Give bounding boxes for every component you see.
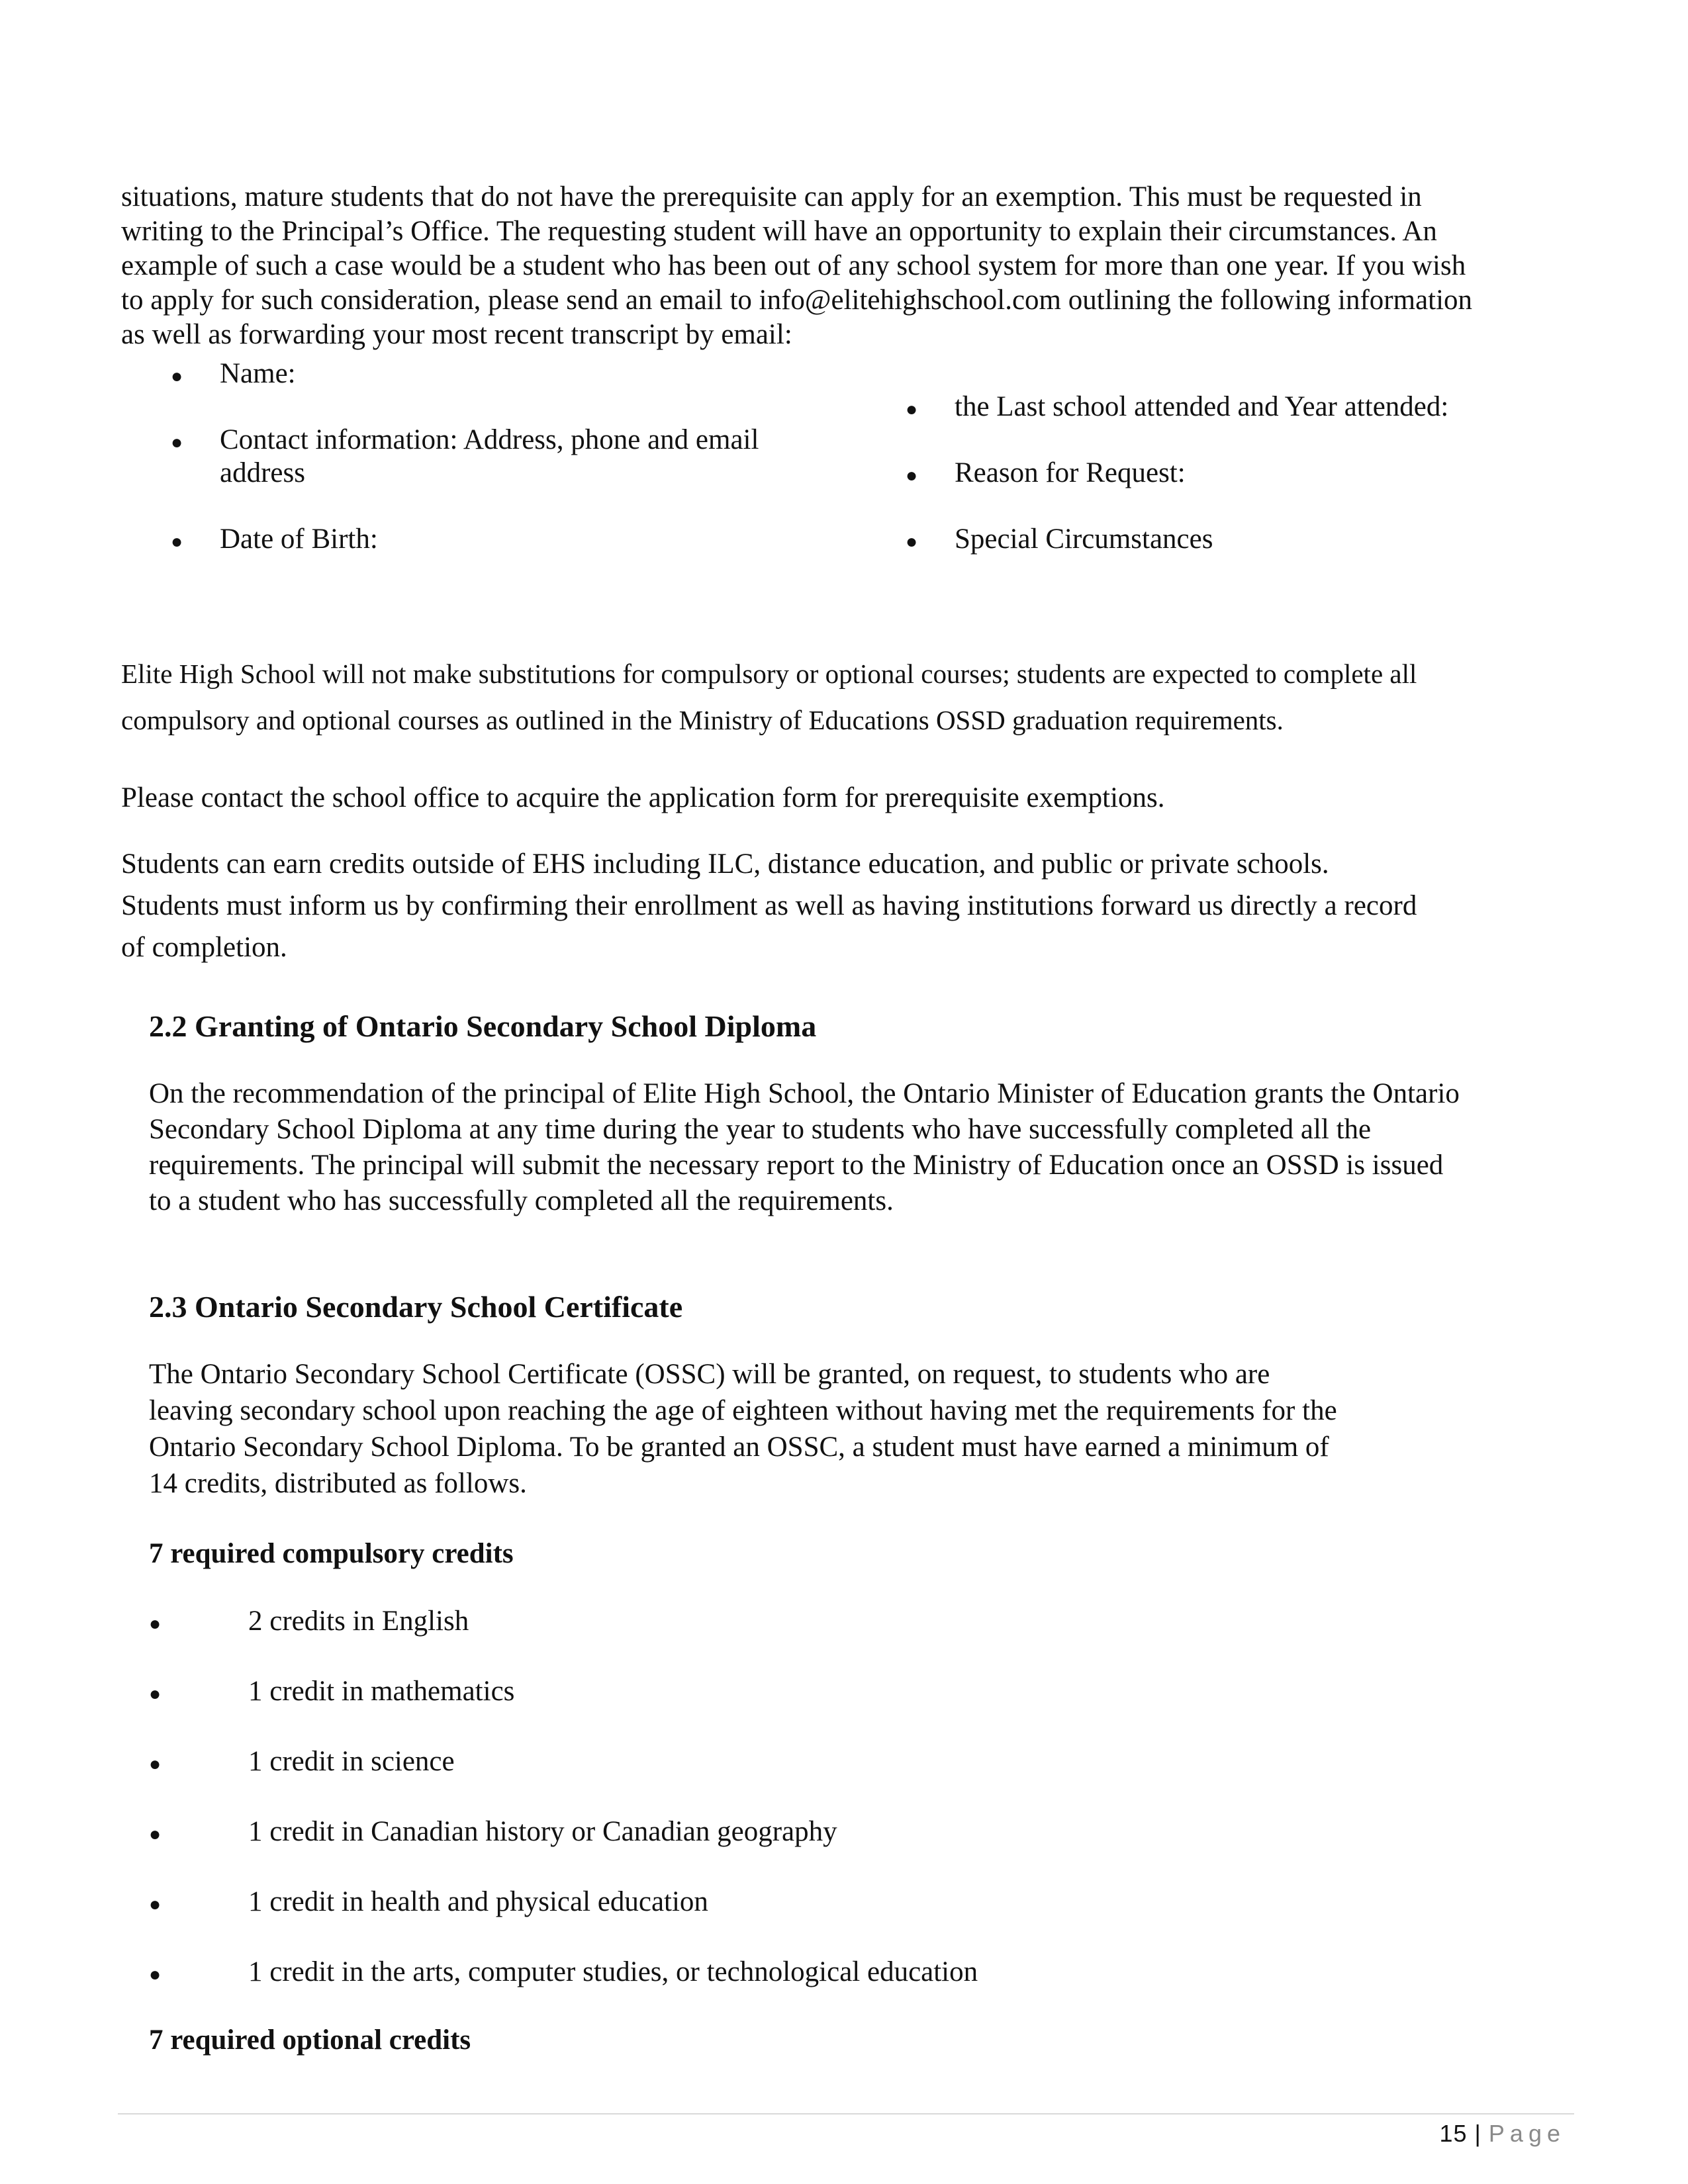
- optional-credits-heading: 7 required optional credits: [149, 2025, 471, 2056]
- intro-line-1: situations, mature students that do not have the prerequisite can apply for an exemption. This must be requested in: [121, 181, 1422, 212]
- compulsory-item-text: 2 credits in English: [248, 1606, 469, 1637]
- intro-line-4: to apply for such consideration, please send an email to info@elitehighschool.com outlining the following information: [121, 285, 1473, 316]
- outside-credits-line-3: of completion.: [121, 932, 287, 963]
- page-separator: |: [1474, 2120, 1481, 2147]
- contact-line: Please contact the school office to acquire the application form for prerequisite exemptions.: [121, 782, 1165, 813]
- page-number: 15: [1439, 2120, 1468, 2147]
- compulsory-credits-heading: 7 required compulsory credits: [149, 1538, 514, 1569]
- intro-line-3: example of such a case would be a student who has been out of any school system for more than one year. If you wish: [121, 250, 1466, 281]
- footer-divider: [118, 2113, 1574, 2115]
- section-2-3-line-2: leaving secondary school upon reaching the age of eighteen without having met the requirements for the: [149, 1395, 1337, 1426]
- bullet-icon: ●: [171, 365, 183, 387]
- intro-line-2: writing to the Principal’s Office. The requesting student will have an opportunity to explain their circumstances. An: [121, 216, 1437, 247]
- compulsory-item-text: 1 credit in Canadian history or Canadian geography: [248, 1816, 837, 1847]
- info-item-contact-cont: address: [220, 457, 305, 488]
- info-item-special: Special Circumstances: [955, 523, 1213, 555]
- bullet-icon: ●: [149, 1823, 162, 1845]
- page-footer: [1439, 2120, 1566, 2148]
- bullet-icon: ●: [171, 432, 183, 453]
- bullet-icon: ●: [149, 1613, 162, 1635]
- bullet-icon: ●: [149, 1964, 162, 1985]
- info-item-last-school: the Last school attended and Year attended:: [955, 391, 1449, 422]
- section-2-2-line-4: to a student who has successfully completed all the requirements.: [149, 1185, 894, 1216]
- compulsory-item-text: 1 credit in mathematics: [248, 1676, 515, 1707]
- section-2-2-heading: 2.2 Granting of Ontario Secondary School Diploma: [149, 1009, 817, 1043]
- bullet-icon: ●: [149, 1683, 162, 1705]
- bullet-icon: ●: [149, 1893, 162, 1915]
- outside-credits-line-1: Students can earn credits outside of EHS including ILC, distance education, and public or private schools.: [121, 848, 1329, 880]
- info-item-reason: Reason for Request:: [955, 457, 1186, 488]
- section-2-3-line-4: 14 credits, distributed as follows.: [149, 1468, 527, 1499]
- bullet-icon: ●: [906, 531, 918, 553]
- section-2-3-line-1: The Ontario Secondary School Certificate (OSSC) will be granted, on request, to students who are: [149, 1359, 1270, 1390]
- section-2-2-line-2: Secondary School Diploma at any time during the year to students who have successfully completed all the: [149, 1114, 1372, 1145]
- compulsory-item-text: 1 credit in the arts, computer studies, or technological education: [248, 1956, 978, 1987]
- bullet-icon: ●: [906, 398, 918, 420]
- intro-line-5: as well as forwarding your most recent transcript by email:: [121, 319, 792, 350]
- info-item-contact: Contact information: Address, phone and email: [220, 424, 759, 455]
- info-item-name: Name:: [220, 358, 296, 389]
- compulsory-item-text: 1 credit in science: [248, 1746, 455, 1777]
- compulsory-item-text: 1 credit in health and physical education: [248, 1886, 708, 1917]
- outside-credits-line-2: Students must inform us by confirming their enrollment as well as having institutions forward us directly a record: [121, 890, 1417, 921]
- bullet-icon: ●: [906, 465, 918, 486]
- bullet-icon: ●: [171, 531, 183, 553]
- substitution-line-2: compulsory and optional courses as outlined in the Ministry of Educations OSSD graduation requirements.: [121, 705, 1284, 735]
- bullet-icon: ●: [149, 1753, 162, 1775]
- substitution-line-1: Elite High School will not make substitutions for compulsory or optional courses; students are expected to complete all: [121, 659, 1417, 689]
- section-2-2-line-3: requirements. The principal will submit the necessary report to the Ministry of Education once an OSSD is issued: [149, 1150, 1444, 1181]
- section-2-3-heading: 2.3 Ontario Secondary School Certificate: [149, 1290, 683, 1324]
- page-word: Page: [1488, 2120, 1566, 2147]
- section-2-2-line-1: On the recommendation of the principal of Elite High School, the Ontario Minister of Education grants the Ontario: [149, 1078, 1460, 1109]
- info-item-dob: Date of Birth:: [220, 523, 378, 555]
- section-2-3-line-3: Ontario Secondary School Diploma. To be granted an OSSC, a student must have earned a minimum of: [149, 1432, 1329, 1463]
